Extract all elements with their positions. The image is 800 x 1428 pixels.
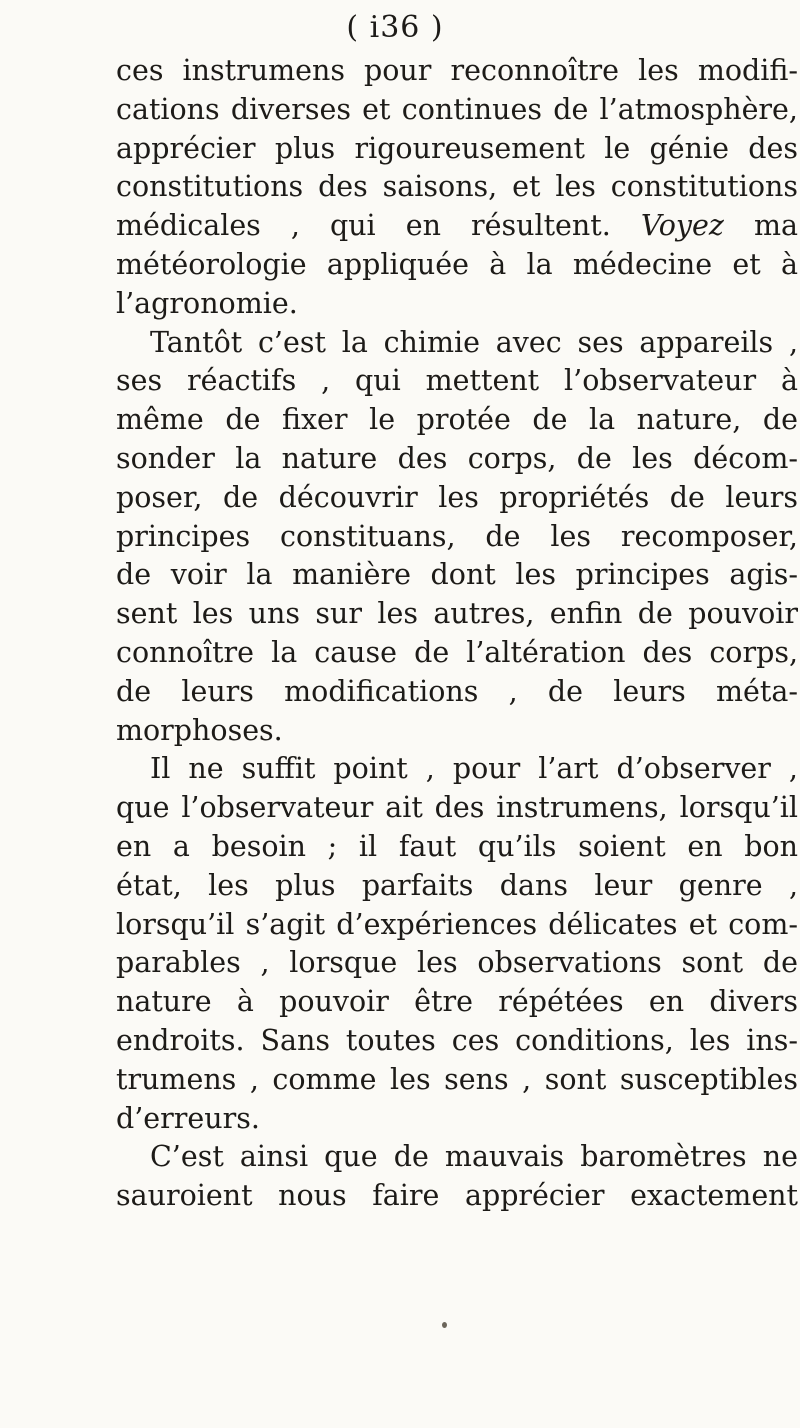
text-line: morphoses. [116,713,283,747]
text-line: l’agronomie. [116,286,298,320]
text-line: sauroient nous faire apprécier exactement [116,1179,798,1213]
italic-text: Voyez [640,209,724,243]
text-line: connoître la cause de l’altération des corps, [116,635,798,669]
text-line: ses réactifs , qui mettent l’observateur à [116,364,798,398]
text-line: nature à pouvoir être répétées en divers [116,985,798,1019]
text-line: Tantôt c’est la chimie avec ses appareils , [150,325,798,359]
page-number: ( i36 ) [346,10,444,45]
text-line: sent les uns sur les autres, enfin de pouvoir [116,597,798,631]
text-line: de voir la manière dont les principes agis- [116,558,798,592]
text-line: parables , lorsque les observations sont de [116,946,798,980]
body-text [116,52,798,1216]
text-segment: médicales , qui en résultent. [116,209,611,243]
text-line: lorsqu’il s’agit d’expériences délicates et com- [116,907,798,941]
text-line: constitutions des saisons, et les constitutions [116,170,798,204]
text-line: en a besoin ; il faut qu’ils soient en bon [116,829,798,863]
ink-speck [442,1322,447,1328]
text-line: même de fixer le protée de la nature, de [116,403,798,437]
text-line: état, les plus parfaits dans leur genre , [116,868,798,902]
text-line: principes constituans, de les recomposer, [116,519,798,553]
text-line: C’est ainsi que de mauvais baromètres ne [150,1140,798,1174]
text-line: trumens , comme les sens , sont susceptibles [116,1062,798,1096]
text-line: de leurs modifications , de leurs méta- [116,674,798,708]
text-line: que l’observateur ait des instrumens, lorsqu’il [116,791,798,825]
text-line: poser, de découvrir les propriétés de leurs [116,480,798,514]
text-line: d’erreurs. [116,1101,260,1135]
text-segment: ma [753,209,798,243]
text-line: ces instrumens pour reconnoître les modifi- [116,54,798,87]
text-line: Il ne suffit point , pour l’art d’observer , [150,752,798,786]
text-line [116,207,798,246]
text-line: apprécier plus rigoureusement le génie des [116,131,798,165]
text-line: sonder la nature des corps, de les décom- [116,441,798,475]
text-line: endroits. Sans toutes ces conditions, les ins- [116,1023,798,1057]
text-line: cations diverses et continues de l’atmosphère, [116,92,798,126]
text-line: météorologie appliquée à la médecine et à [116,247,798,281]
